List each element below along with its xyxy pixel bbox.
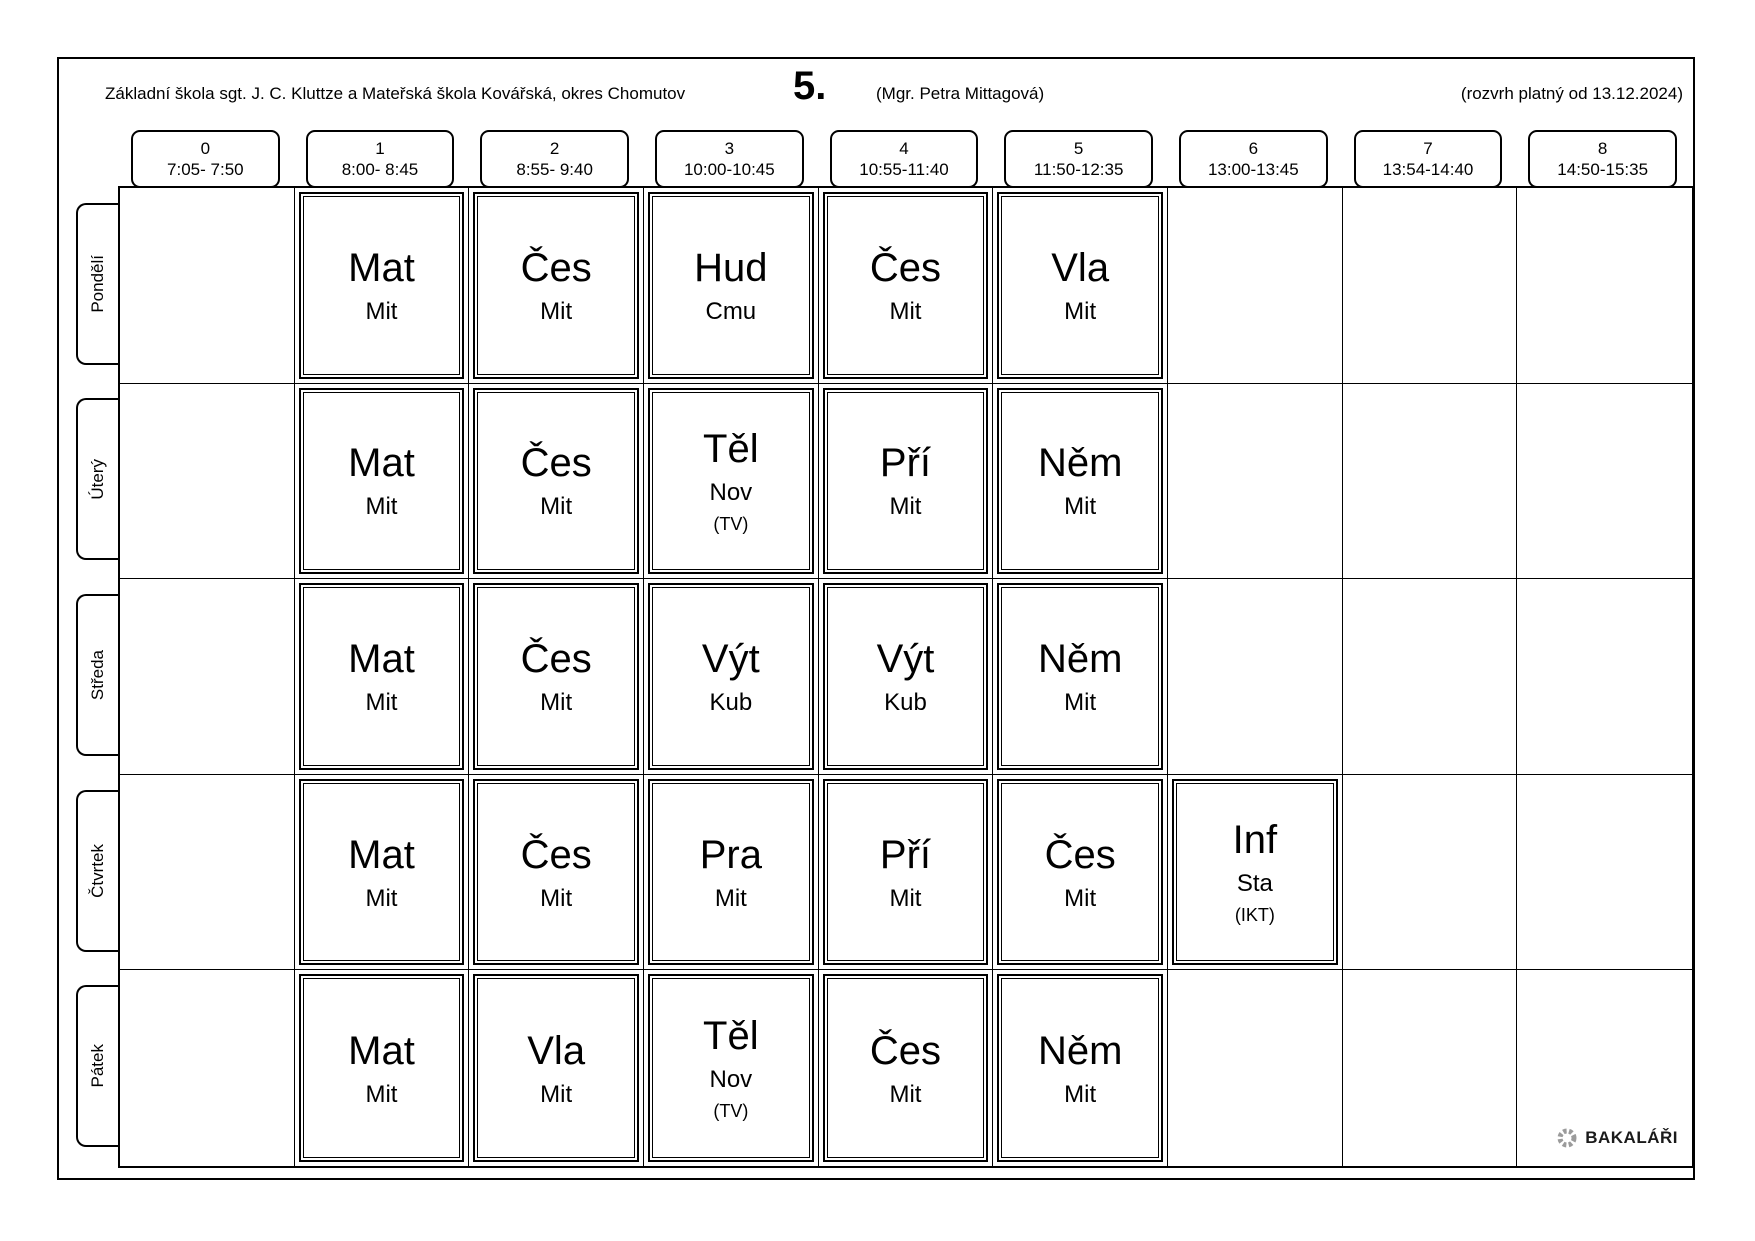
bakalari-logo bbox=[1556, 1127, 1678, 1149]
lesson-box bbox=[648, 779, 814, 966]
lesson-content bbox=[652, 587, 810, 766]
day-tab bbox=[76, 203, 118, 365]
lesson-content bbox=[477, 196, 635, 375]
day-label: Úterý bbox=[88, 459, 107, 500]
lesson-box bbox=[997, 779, 1163, 966]
period-header-box bbox=[131, 130, 280, 188]
lesson-box bbox=[648, 974, 814, 1162]
lesson-teacher: Mit bbox=[1064, 884, 1097, 912]
lesson-content bbox=[827, 783, 985, 962]
lesson-subject: Čes bbox=[520, 832, 592, 877]
lesson-cell bbox=[469, 188, 644, 384]
day-slot bbox=[76, 968, 118, 1164]
lesson-content bbox=[1001, 392, 1159, 571]
lesson-box bbox=[299, 583, 465, 770]
day-tab bbox=[76, 398, 118, 560]
lesson-box bbox=[299, 779, 465, 966]
lesson-cell bbox=[819, 579, 994, 775]
period-header-box bbox=[306, 130, 455, 188]
lesson-teacher: Mit bbox=[1064, 297, 1097, 325]
period-time: 13:00-13:45 bbox=[1207, 159, 1299, 179]
lesson-content bbox=[827, 196, 985, 375]
lesson-box bbox=[473, 583, 639, 770]
period-number: 0 bbox=[200, 138, 211, 158]
period-header-box bbox=[1354, 130, 1503, 188]
lesson-subject: Vla bbox=[527, 1028, 586, 1073]
period-header-box bbox=[1528, 130, 1677, 188]
lesson-teacher: Mit bbox=[540, 297, 573, 325]
lesson-content bbox=[477, 978, 635, 1158]
lesson-box bbox=[823, 779, 989, 966]
lesson-subject: Mat bbox=[348, 636, 415, 681]
lesson-teacher: Kub bbox=[884, 688, 927, 716]
lesson-cell bbox=[469, 970, 644, 1166]
period-slot bbox=[817, 130, 992, 188]
period-header-box bbox=[1179, 130, 1328, 188]
period-header-row bbox=[118, 130, 1690, 188]
lesson-teacher: Kub bbox=[709, 688, 753, 716]
valid-from-note: (rozvrh platný od 13.12.2024) bbox=[1460, 84, 1683, 103]
lesson-content bbox=[1001, 978, 1159, 1158]
lesson-content bbox=[1176, 783, 1334, 962]
gear-icon bbox=[1556, 1127, 1578, 1149]
lesson-teacher: Mit bbox=[365, 297, 398, 325]
empty-cell bbox=[1517, 384, 1692, 580]
period-slot bbox=[642, 130, 817, 188]
lesson-teacher: Mit bbox=[714, 884, 747, 912]
lesson-cell bbox=[295, 579, 470, 775]
lesson-cell bbox=[993, 384, 1168, 580]
lesson-content bbox=[1001, 196, 1159, 375]
day-slot bbox=[76, 773, 118, 969]
empty-cell bbox=[120, 579, 295, 775]
day-label: Pátek bbox=[88, 1044, 107, 1088]
lesson-box bbox=[997, 974, 1163, 1162]
lesson-box bbox=[473, 192, 639, 379]
lesson-box bbox=[299, 192, 465, 379]
empty-cell bbox=[120, 384, 295, 580]
lesson-teacher: Mit bbox=[540, 1080, 573, 1108]
lesson-box bbox=[823, 583, 989, 770]
day-label: Pondělí bbox=[88, 254, 107, 313]
lesson-subject: Pří bbox=[879, 441, 932, 486]
lesson-cell bbox=[469, 384, 644, 580]
lesson-cell bbox=[993, 775, 1168, 971]
lesson-teacher: Mit bbox=[1064, 493, 1097, 521]
lesson-cell bbox=[644, 970, 819, 1166]
period-header-box bbox=[1004, 130, 1153, 188]
lesson-content bbox=[477, 587, 635, 766]
day-slot bbox=[76, 577, 118, 773]
lesson-content bbox=[652, 196, 810, 375]
period-header-box bbox=[480, 130, 629, 188]
lesson-box bbox=[997, 583, 1163, 770]
period-slot bbox=[467, 130, 642, 188]
lesson-teacher: Mit bbox=[365, 688, 398, 716]
lesson-subject: Pří bbox=[879, 832, 932, 877]
lesson-content bbox=[1001, 587, 1159, 766]
lesson-box bbox=[648, 583, 814, 770]
empty-cell bbox=[1343, 579, 1518, 775]
lesson-box bbox=[823, 974, 989, 1162]
empty-cell bbox=[1168, 579, 1343, 775]
class-label: 5. bbox=[793, 64, 827, 108]
day-tab bbox=[76, 790, 118, 952]
lesson-subject: Těl bbox=[703, 426, 759, 471]
day-tabs-column bbox=[76, 186, 118, 1164]
lesson-teacher: Mit bbox=[365, 884, 398, 912]
lesson-cell bbox=[993, 188, 1168, 384]
lesson-teacher: Mit bbox=[540, 493, 573, 521]
lesson-group: (TV) bbox=[713, 1101, 749, 1122]
period-number: 1 bbox=[375, 138, 385, 158]
lesson-subject: Něm bbox=[1037, 1028, 1123, 1073]
lesson-content bbox=[652, 783, 810, 962]
lesson-box bbox=[823, 192, 989, 379]
empty-cell bbox=[1343, 384, 1518, 580]
period-number: 6 bbox=[1248, 138, 1259, 158]
empty-cell bbox=[1343, 775, 1518, 971]
lesson-cell bbox=[819, 384, 994, 580]
lesson-box bbox=[473, 388, 639, 575]
lesson-teacher: Mit bbox=[540, 884, 573, 912]
lesson-subject: Mat bbox=[348, 245, 415, 290]
period-time: 13:54-14:40 bbox=[1382, 159, 1474, 179]
period-number: 3 bbox=[724, 138, 735, 158]
lesson-box bbox=[997, 192, 1163, 379]
school-name: Základní škola sgt. J. C. Kluttze a Mateřská škola Kovářská, okres Chomutov bbox=[105, 84, 686, 103]
lesson-box bbox=[1172, 779, 1338, 966]
lesson-subject: Čes bbox=[520, 636, 592, 681]
lesson-teacher: Nov bbox=[709, 1066, 753, 1094]
lesson-cell bbox=[295, 188, 470, 384]
lesson-content bbox=[652, 392, 810, 571]
period-slot bbox=[1515, 130, 1690, 188]
lesson-cell bbox=[295, 775, 470, 971]
lesson-box bbox=[473, 974, 639, 1162]
lesson-box bbox=[648, 192, 814, 379]
lesson-teacher: Sta bbox=[1236, 870, 1273, 898]
period-number: 4 bbox=[899, 138, 909, 158]
lesson-box bbox=[299, 388, 465, 575]
period-time: 11:50-12:35 bbox=[1033, 159, 1124, 179]
period-time: 7:05- 7:50 bbox=[167, 159, 244, 179]
lesson-content bbox=[827, 978, 985, 1158]
lesson-cell bbox=[644, 775, 819, 971]
empty-cell bbox=[1168, 384, 1343, 580]
period-time: 10:55-11:40 bbox=[859, 159, 949, 179]
period-slot bbox=[118, 130, 293, 188]
period-time: 8:00- 8:45 bbox=[341, 159, 419, 179]
period-slot bbox=[991, 130, 1166, 188]
lesson-teacher: Mit bbox=[1064, 688, 1097, 716]
period-number: 5 bbox=[1073, 138, 1084, 158]
lesson-box bbox=[299, 974, 465, 1162]
period-slot bbox=[293, 130, 468, 188]
lesson-subject: Inf bbox=[1232, 818, 1278, 863]
lesson-teacher: Nov bbox=[709, 478, 753, 506]
lesson-content bbox=[1001, 783, 1159, 962]
lesson-box bbox=[648, 388, 814, 575]
period-time: 8:55- 9:40 bbox=[516, 159, 593, 179]
lesson-teacher: Mit bbox=[889, 1080, 922, 1108]
lesson-subject: Čes bbox=[520, 245, 592, 290]
lesson-content bbox=[477, 392, 635, 571]
empty-cell bbox=[120, 188, 295, 384]
lesson-subject: Těl bbox=[703, 1014, 759, 1059]
empty-cell bbox=[1517, 775, 1692, 971]
lesson-content bbox=[652, 978, 810, 1158]
lesson-subject: Vla bbox=[1051, 245, 1110, 290]
timetable-grid bbox=[118, 186, 1694, 1168]
empty-cell bbox=[1343, 188, 1518, 384]
lesson-cell bbox=[644, 384, 819, 580]
period-header-box bbox=[655, 130, 804, 188]
lesson-content bbox=[303, 196, 461, 375]
lesson-box bbox=[473, 779, 639, 966]
period-slot bbox=[1341, 130, 1516, 188]
empty-cell bbox=[120, 775, 295, 971]
lesson-teacher: Mit bbox=[889, 884, 922, 912]
lesson-subject: Mat bbox=[348, 1028, 415, 1073]
day-tab bbox=[76, 594, 118, 756]
empty-cell bbox=[1343, 970, 1518, 1166]
lesson-group: (TV) bbox=[713, 513, 749, 534]
bakalari-logo-text: BAKALÁŘI bbox=[1585, 1128, 1678, 1147]
lesson-content bbox=[477, 783, 635, 962]
lesson-subject: Hud bbox=[694, 245, 768, 290]
day-slot bbox=[76, 382, 118, 578]
lesson-teacher: Cmu bbox=[705, 297, 757, 325]
lesson-box bbox=[997, 388, 1163, 575]
lesson-content bbox=[303, 587, 461, 766]
empty-cell bbox=[1517, 579, 1692, 775]
lesson-subject: Čes bbox=[869, 245, 942, 290]
class-teacher-name: (Mgr. Petra Mittagová) bbox=[876, 84, 1045, 103]
lesson-cell bbox=[295, 970, 470, 1166]
day-label: Čtvrtek bbox=[88, 843, 107, 898]
lesson-cell bbox=[644, 188, 819, 384]
lesson-content bbox=[827, 587, 985, 766]
lesson-content bbox=[303, 392, 461, 571]
day-label: Středa bbox=[88, 649, 107, 701]
period-time: 14:50-15:35 bbox=[1557, 159, 1649, 179]
lesson-content bbox=[303, 783, 461, 962]
empty-cell bbox=[1517, 188, 1692, 384]
lesson-subject: Výt bbox=[701, 636, 760, 681]
lesson-teacher: Mit bbox=[889, 493, 922, 521]
lesson-subject: Mat bbox=[348, 441, 415, 486]
lesson-subject: Výt bbox=[876, 636, 935, 681]
lesson-cell bbox=[819, 775, 994, 971]
lesson-cell bbox=[644, 579, 819, 775]
period-header-box bbox=[830, 130, 979, 188]
empty-cell bbox=[120, 970, 295, 1166]
period-number: 7 bbox=[1423, 138, 1433, 158]
lesson-teacher: Mit bbox=[1064, 1080, 1097, 1108]
lesson-cell bbox=[993, 970, 1168, 1166]
lesson-teacher: Mit bbox=[365, 1080, 398, 1108]
lesson-subject: Mat bbox=[348, 832, 415, 877]
lesson-subject: Čes bbox=[1044, 832, 1116, 877]
lesson-teacher: Mit bbox=[540, 688, 573, 716]
lesson-cell bbox=[993, 579, 1168, 775]
lesson-cell bbox=[469, 775, 644, 971]
lesson-cell bbox=[819, 188, 994, 384]
period-number: 8 bbox=[1597, 138, 1608, 158]
lesson-cell bbox=[295, 384, 470, 580]
lesson-content bbox=[303, 978, 461, 1158]
lesson-subject: Čes bbox=[869, 1028, 942, 1073]
lesson-subject: Něm bbox=[1037, 636, 1123, 681]
lesson-group: (IKT) bbox=[1234, 905, 1275, 926]
empty-cell bbox=[1168, 970, 1343, 1166]
lesson-subject: Pra bbox=[699, 832, 762, 877]
lesson-box bbox=[823, 388, 989, 575]
lesson-cell bbox=[1168, 775, 1343, 971]
lesson-subject: Něm bbox=[1037, 441, 1123, 486]
lesson-cell bbox=[469, 579, 644, 775]
day-slot bbox=[76, 186, 118, 382]
lesson-teacher: Mit bbox=[365, 493, 398, 521]
lesson-teacher: Mit bbox=[889, 297, 922, 325]
period-time: 10:00-10:45 bbox=[683, 159, 775, 179]
lesson-content bbox=[827, 392, 985, 571]
period-slot bbox=[1166, 130, 1341, 188]
lesson-subject: Čes bbox=[520, 441, 592, 486]
empty-cell bbox=[1168, 188, 1343, 384]
period-number: 2 bbox=[549, 138, 560, 158]
day-tab bbox=[76, 985, 118, 1147]
lesson-cell bbox=[819, 970, 994, 1166]
